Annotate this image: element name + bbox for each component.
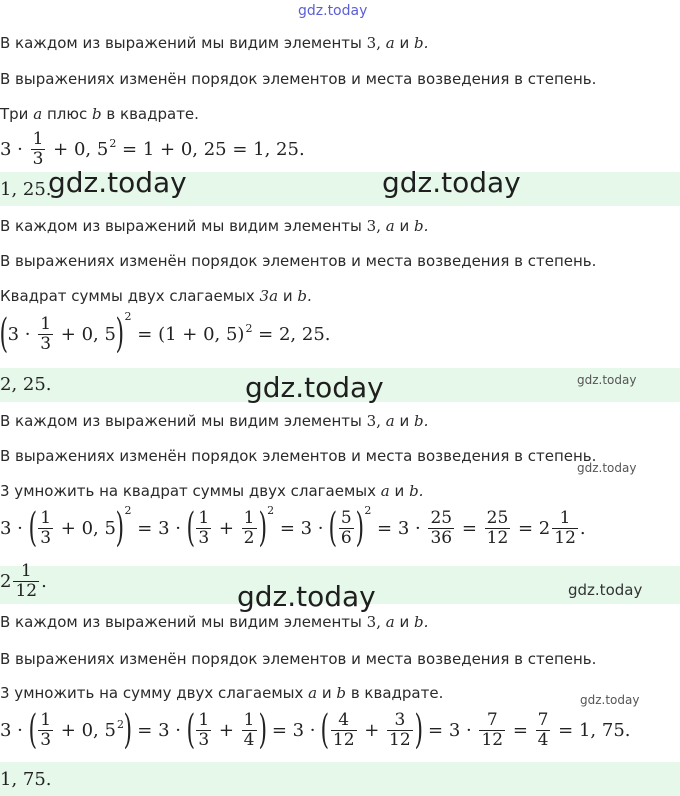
math-b: b. (297, 287, 312, 305)
text: В каждом из выражений мы видим элементы (0, 412, 362, 430)
text: В каждом из выражений мы видим элементы (0, 613, 362, 631)
watermark: gdz.today (382, 166, 521, 199)
answer-3 (0, 562, 47, 601)
math-a: a (308, 684, 318, 702)
math-b: b. (414, 412, 429, 430)
block2-desc (0, 287, 312, 305)
block3-line2: В выражениях изменён порядок элементов и места возведения в степень. (0, 447, 597, 465)
answer-denominator: 12 (15, 581, 38, 601)
block1-desc (0, 105, 199, 123)
block1-line2: В выражениях изменён порядок элементов и места возведения в степень. (0, 70, 597, 88)
block4-line1 (0, 613, 428, 631)
answer-whole: 2 (0, 571, 12, 592)
block3-equation: 3 · ( $\frac{1}{3}$ + 0, 5 ) 2 = 3 · ( $\frac{1}{3}$ + $\frac{1}{2}$ ) 2 = 3 · ( $\frac{5}{6}$ ) 2 = 3 · $\frac{25}{36}$ = $\frac{25}{12}$ = 2 $\frac{1}{12}$ . (0, 503, 586, 551)
math-b: b. (414, 217, 429, 235)
text: 3 умножить на сумму двух слагаемых (0, 684, 304, 702)
watermark-top: gdz.today (298, 3, 368, 19)
text: Квадрат суммы двух слагаемых (0, 287, 255, 305)
text: плюс (46, 105, 88, 123)
watermark: gdz.today (577, 373, 637, 387)
math-3: 3, (366, 412, 381, 430)
text-and: и (399, 412, 410, 430)
math-a: a (385, 217, 395, 235)
block3-line1 (0, 412, 428, 430)
watermark: gdz.today (48, 166, 187, 199)
math-a: a (385, 412, 395, 430)
answer-1: 1, 25. (0, 179, 52, 200)
answer-band-4 (0, 762, 680, 796)
math-b: b (92, 105, 102, 123)
text-and: и (399, 613, 410, 631)
watermark: gdz.today (237, 580, 376, 613)
text: и (394, 482, 405, 500)
block2-equation: ( 3 · $\frac{1}{3}$ + 0, 5 ) 2 = (1 + 0, 5)$^2$ = 2, 25. (0, 309, 331, 357)
text-and: и (399, 34, 410, 52)
math-b: b. (409, 482, 424, 500)
math-3a: 3a (259, 287, 279, 305)
answer-4: 1, 75. (0, 769, 52, 790)
answer-numerator: 1 (20, 561, 32, 581)
text: и (282, 287, 293, 305)
text: В каждом из выражений мы видим элементы (0, 34, 362, 52)
text: в квадрате. (106, 105, 199, 123)
fraction-1-3: $\frac{1}{3}$ (40, 313, 52, 354)
math-3: 3, (366, 34, 381, 52)
math-3: 3, (366, 217, 381, 235)
answer-dot: . (41, 571, 47, 592)
watermark: gdz.today (577, 461, 637, 475)
text-and: и (399, 217, 410, 235)
block1-line1 (0, 34, 428, 52)
block4-desc (0, 684, 443, 702)
math-a: a (380, 482, 390, 500)
math-a: a (385, 34, 395, 52)
watermark: gdz.today (245, 371, 384, 404)
text: и (321, 684, 332, 702)
answer-fraction (13, 562, 39, 601)
block1-equation: 3 · $\frac{1}{3}$ + 0, $5^2 = 1 + 0$, 25 = 1, 25. (0, 129, 305, 169)
fraction-1-3: $\frac{1}{3}$ (32, 129, 44, 169)
math-b: b. (414, 34, 429, 52)
math-a: a (33, 105, 43, 123)
math-b: b. (414, 613, 429, 631)
math-a: a (385, 613, 395, 631)
block3-desc (0, 482, 423, 500)
text: 3 умножить на квадрат суммы двух слагаемых (0, 482, 377, 500)
math-b: b (336, 684, 347, 702)
block4-line2: В выражениях изменён порядок элементов и места возведения в степень. (0, 650, 597, 668)
text: в квадрате. (350, 684, 444, 702)
math-3: 3, (366, 613, 381, 631)
text: Три (0, 105, 29, 123)
watermark: gdz.today (568, 581, 643, 599)
watermark: gdz.today (580, 693, 640, 707)
block2-line1 (0, 217, 428, 235)
block4-equation: 3 · ( $\frac{1}{3}$ + 0, $5^2$ ) = 3 · ( $\frac{1}{3}$ + $\frac{1}{4}$ ) = 3 · ( $\frac{4}{12}$ + $\frac{3}{12}$ ) = 3 · $\frac{7}{12}$ = $\frac{7}{4}$ = 1, 75. (0, 707, 631, 753)
block2-line2: В выражениях изменён порядок элементов и места возведения в степень. (0, 252, 597, 270)
answer-2: 2, 25. (0, 374, 52, 395)
text: В каждом из выражений мы видим элементы (0, 217, 362, 235)
